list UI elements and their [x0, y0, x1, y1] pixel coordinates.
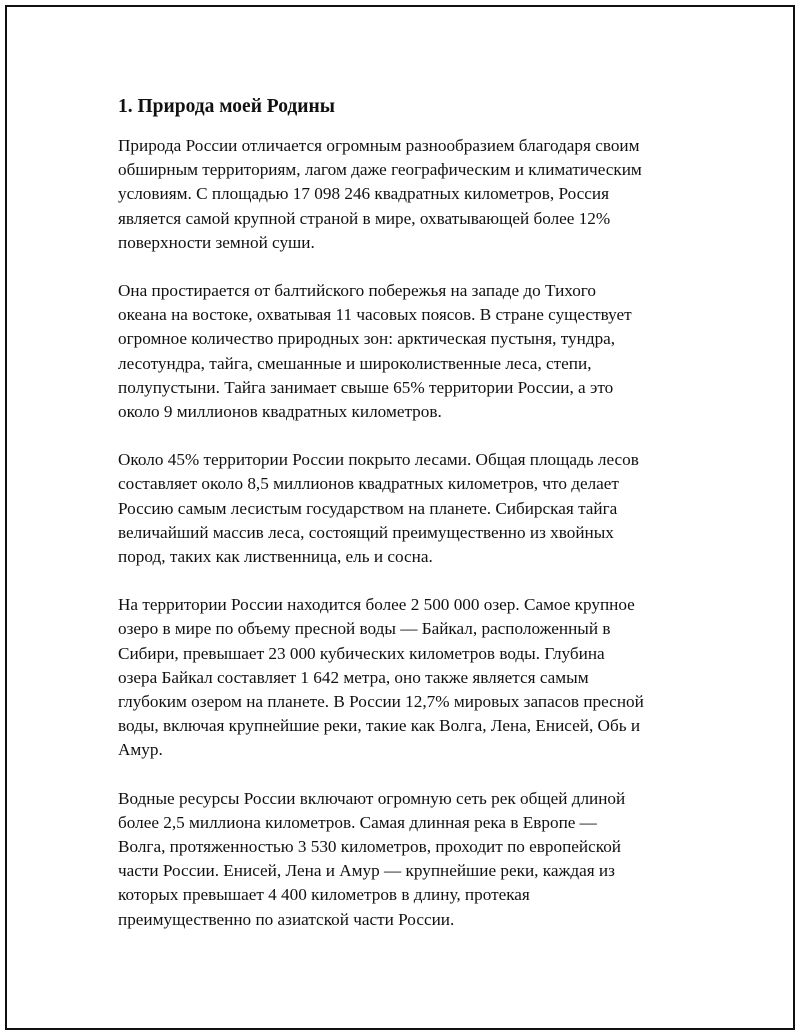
paragraph-line: океана на востоке, охватывая 11 часовых поясов. В стране существует: [118, 305, 632, 325]
paragraph-line: озера Байкал составляет 1 642 метра, оно также является самым: [118, 667, 589, 687]
paragraph-3: [118, 448, 688, 569]
paragraph-line: Природа России отличается огромным разнообразием благодаря своим: [118, 136, 640, 155]
paragraph-line: На территории России находится более 2 500 000 озер. Самое крупное: [118, 595, 635, 615]
paragraph-line: составляет около 8,5 миллионов квадратных километров, что делает: [118, 474, 619, 494]
paragraph-line: Амур.: [118, 740, 163, 760]
paragraph-line: более 2,5 миллиона километров. Самая длинная река в Европе —: [118, 812, 597, 832]
paragraph-line: Сибири, превышает 23 000 кубических километров воды. Глубина: [118, 643, 605, 663]
paragraph-1: [118, 134, 688, 255]
paragraph-line: воды, включая крупнейшие реки, такие как Волга, Лена, Енисей, Обь и: [118, 716, 641, 736]
paragraph-line: которых превышает 4 400 километров в длину, протекая: [118, 885, 530, 905]
paragraph-line: Около 45% территории России покрыто лесами. Общая площадь лесов: [118, 450, 639, 470]
paragraph-line: около 9 миллионов квадратных километров.: [118, 402, 442, 422]
paragraph-line: лесотундра, тайга, смешанные и широколиственные леса, степи,: [118, 353, 592, 373]
paragraph-2: [118, 279, 688, 424]
paragraph-line: глубоким озером на планете. В России 12,7% мировых запасов пресной: [118, 692, 644, 712]
paragraph-5: [118, 787, 688, 932]
paragraph-line: Она простирается от балтийского побережья на западе до Тихого: [118, 281, 597, 301]
paragraph-line: Волга, протяженностью 3 530 километров, проходит по европейской: [118, 837, 622, 857]
paragraph-line: обширным территориям, лагом даже географическим и климатическим: [118, 160, 642, 180]
paragraph-line: преимущественно по азиатской части России.: [118, 909, 455, 929]
paragraph-line: величайший массив леса, состоящий преимущественно из хвойных: [118, 522, 614, 542]
paragraph-line: озеро в мире по объему пресной воды — Байкал, расположенный в: [118, 619, 611, 639]
paragraph-line: части России. Енисей, Лена и Амур — крупнейшие реки, каждая из: [118, 861, 615, 881]
paragraph-line: Водные ресурсы России включают огромную сеть рек общей длиной: [118, 788, 626, 808]
document-content: [118, 94, 688, 956]
paragraph-4: [118, 593, 688, 762]
paragraphs-container: [118, 134, 688, 932]
section-heading: 1. Природа моей Родины: [118, 96, 335, 117]
paragraph-line: поверхности земной суши.: [118, 232, 315, 252]
paragraph-line: пород, таких как лиственница, ель и сосна.: [118, 547, 433, 567]
paragraph-line: огромное количество природных зон: арктическая пустыня, тундра,: [118, 329, 616, 349]
paragraph-line: условиям. С площадью 17 098 246 квадратных километров, Россия: [118, 184, 610, 204]
paragraph-line: Россию самым лесистым государством на планете. Сибирская тайга: [118, 498, 618, 518]
paragraph-line: полупустыни. Тайга занимает свыше 65% территории России, а это: [118, 377, 614, 397]
paragraph-line: является самой крупной страной в мире, охватывающей более 12%: [118, 208, 611, 228]
